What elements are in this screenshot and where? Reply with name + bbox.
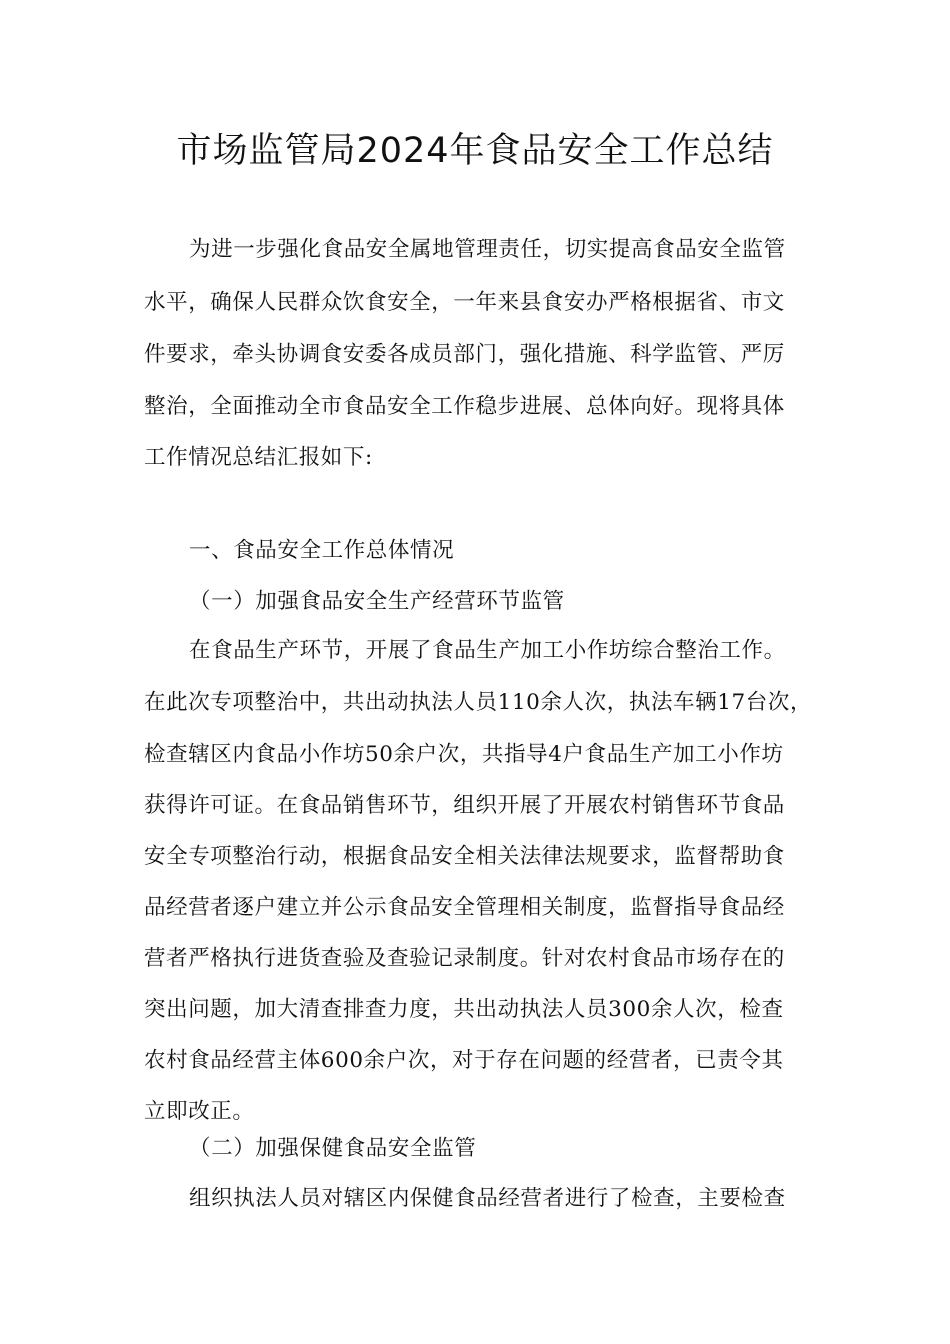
section-heading: 一、食品安全工作总体情况 <box>189 538 455 563</box>
body-line: 农村食品经营主体600余户次，对于存在问题的经营者，已责令其 <box>144 1048 784 1073</box>
intro-line: 为进一步强化食品安全属地管理责任，切实提高食品安全监管 <box>189 237 786 262</box>
intro-line: 整治，全面推动全市食品安全工作稳步进展、总体向好。现将具体 <box>144 394 785 419</box>
body-line: 组织执法人员对辖区内保健食品经营者进行了检查，主要检查 <box>189 1186 786 1211</box>
intro-line: 水平，确保人民群众饮食安全，一年来县食安办严格根据省、市文 <box>144 290 785 315</box>
body-line: 立即改正。 <box>144 1099 255 1124</box>
body-line: 在此次专项整治中，共出动执法人员110余人次，执法车辆17台次， <box>144 690 813 715</box>
body-line: 营者严格执行进货查验及查验记录制度。针对农村食品市场存在的 <box>144 946 785 971</box>
body-line: 在食品生产环节，开展了食品生产加工小作坊综合整治工作。 <box>189 638 786 663</box>
subsection-heading: （二）加强保健食品安全监管 <box>189 1136 477 1161</box>
body-line: 安全专项整治行动，根据食品安全相关法律法规要求，监督帮助食 <box>144 844 785 869</box>
subsection-heading: （一）加强食品安全生产经营环节监管 <box>189 589 565 614</box>
intro-line: 件要求，牵头协调食安委各成员部门，强化措施、科学监管、严厉 <box>144 342 785 367</box>
body-line: 获得许可证。在食品销售环节，组织开展了开展农村销售环节食品 <box>144 793 785 818</box>
body-line: 品经营者逐户建立并公示食品安全管理相关制度，监督指导食品经 <box>144 895 785 920</box>
intro-line: 工作情况总结汇报如下: <box>144 445 373 470</box>
body-line: 突出问题，加大清查排查力度，共出动执法人员300余人次，检查 <box>144 997 784 1022</box>
document-title: 市场监管局2024年食品安全工作总结 <box>176 131 774 171</box>
body-line: 检查辖区内食品小作坊50余户次，共指导4户食品生产加工小作坊 <box>144 742 784 767</box>
